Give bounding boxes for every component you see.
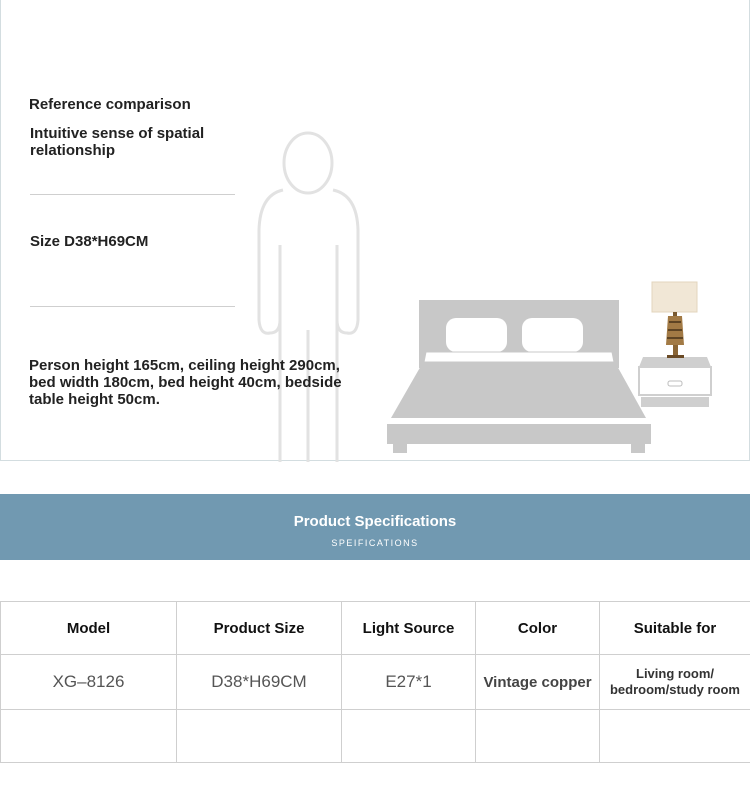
cell-product-size: D38*H69CM	[177, 655, 342, 710]
divider	[30, 306, 235, 307]
product-size-label: Size D38*H69CM	[30, 233, 149, 250]
table-row	[1, 655, 750, 710]
reference-title: Reference comparison	[29, 96, 191, 113]
table-lamp-icon	[652, 282, 697, 358]
empty-cell	[1, 710, 177, 763]
banner-title: Product Specifications	[293, 513, 457, 530]
table-row	[1, 710, 750, 763]
banner-subtitle: SPEIFICATIONS	[331, 538, 419, 548]
header-color: Color	[476, 602, 600, 655]
cell-model: XG–8126	[1, 655, 177, 710]
header-model: Model	[1, 602, 177, 655]
bed-silhouette-icon	[387, 300, 651, 453]
reference-description: Person height 165cm, ceiling height 290cm, bed width 180cm, bed height 40cm, bedside table height 50cm.	[29, 357, 342, 408]
cell-suitable-for: Living room/ bedroom/study room	[600, 655, 750, 710]
reference-subtitle: Intuitive sense of spatial relationship	[30, 125, 205, 159]
nightstand-silhouette-icon	[639, 357, 711, 407]
header-suitable-for: Suitable for	[600, 602, 750, 655]
empty-cell	[177, 710, 342, 763]
person-silhouette-icon	[259, 133, 358, 462]
header-light-source: Light Source	[342, 602, 476, 655]
divider	[30, 194, 235, 195]
cell-color: Vintage copper	[476, 655, 600, 710]
empty-cell	[600, 710, 750, 763]
header-product-size: Product Size	[177, 602, 342, 655]
cell-light-source: E27*1	[342, 655, 476, 710]
empty-cell	[476, 710, 600, 763]
table-header-row	[1, 602, 750, 655]
specifications-table	[0, 601, 750, 763]
specifications-banner	[0, 494, 750, 560]
empty-cell	[342, 710, 476, 763]
